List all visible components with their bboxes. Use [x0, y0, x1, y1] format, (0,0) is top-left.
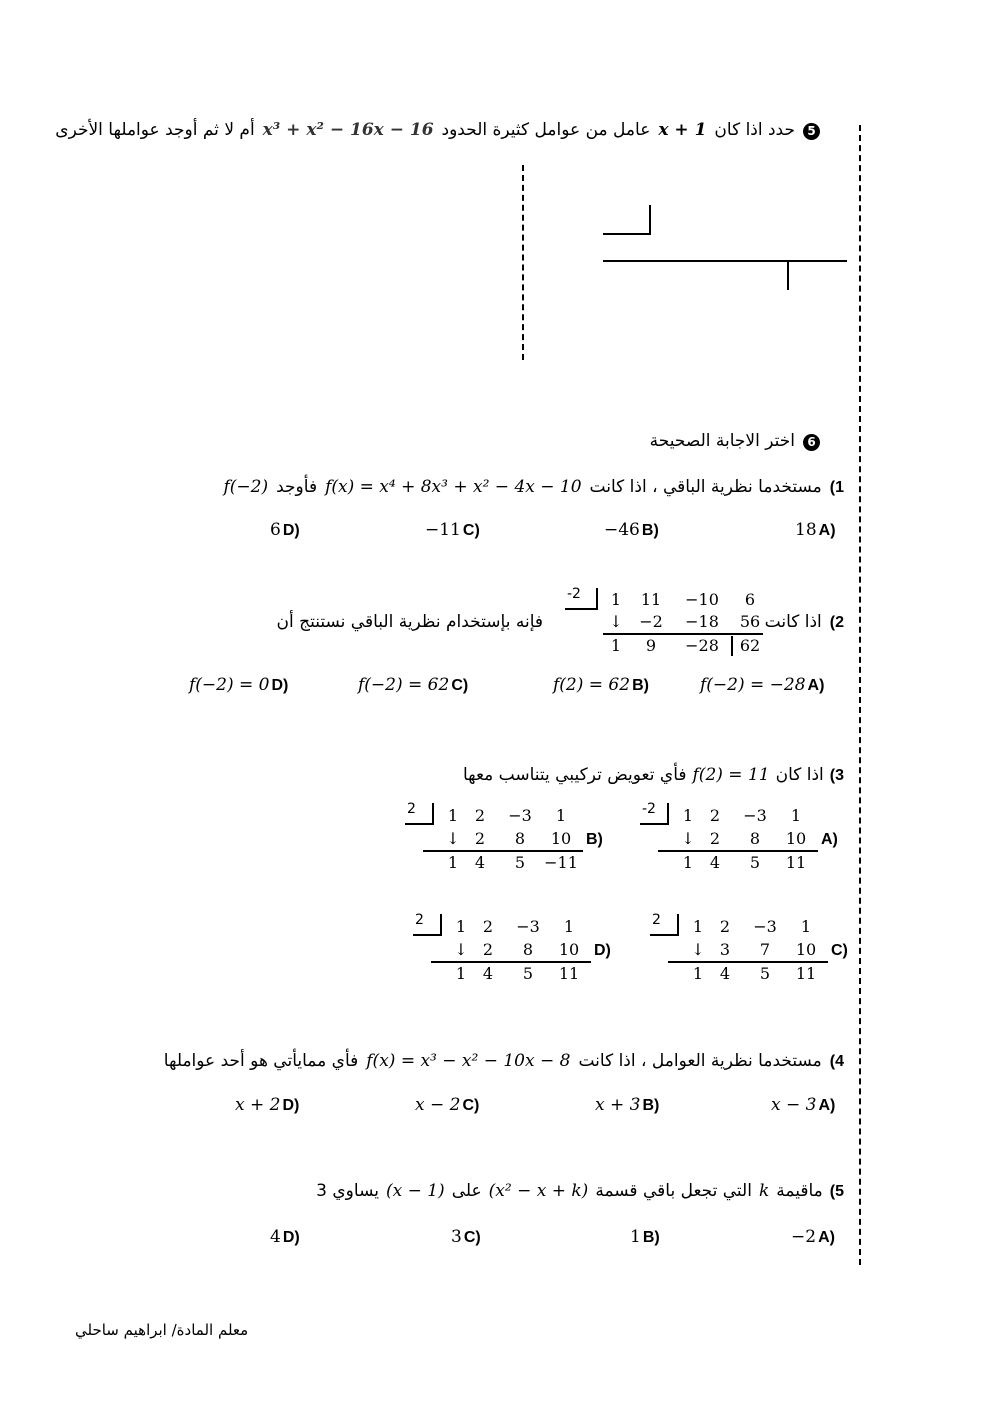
q5-poly: x³ + x² − 16x − 16 — [262, 120, 434, 140]
margin-dashed-line — [859, 125, 861, 1265]
division-bracket-vertical — [649, 205, 651, 235]
option-value: f(−2) = 62 — [358, 675, 450, 695]
item-3-table-a-sum-line — [658, 850, 818, 852]
item-1-function: f(x) = x⁴ + 8x³ + x² − 4x − 10 — [325, 477, 582, 497]
question-5-badge: 5 — [803, 123, 820, 140]
item-3-table-b-sum-line — [423, 850, 583, 852]
item-2-option-d[interactable] — [189, 675, 288, 695]
item-5-option-c[interactable] — [451, 1227, 481, 1247]
teacher-credit: معلم المادة/ ابراهيم ساحلي — [75, 1321, 249, 1339]
option-value: −11 — [425, 520, 461, 540]
item-3-table-d-r3-c2: 4 — [482, 964, 494, 983]
item-2-arrow: ↓ — [609, 612, 623, 631]
item-2-r3-c1: 1 — [610, 636, 622, 655]
item-5-text-2: التي تجعل باقي قسمة — [595, 1181, 752, 1201]
q5-text-3: أم لا ثم أوجد عواملها الأخرى — [55, 120, 255, 140]
option-value: 1 — [630, 1227, 641, 1247]
q5-text-1: حدد اذا كان — [714, 120, 795, 140]
item-3-table-a-r3-c3: 5 — [749, 853, 761, 872]
item-3-table-b-label: B) — [586, 831, 603, 848]
option-label: D) — [271, 677, 289, 694]
item-3-table-a-r2-c2: 2 — [709, 829, 721, 848]
option-value: −2 — [791, 1227, 817, 1247]
item-3-table-d-r2-c2: 2 — [482, 940, 494, 959]
option-value: x − 3 — [771, 1095, 817, 1115]
item-5-option-b[interactable] — [630, 1227, 660, 1247]
option-label: B) — [642, 1229, 660, 1246]
item-4-option-c[interactable] — [415, 1095, 479, 1115]
item-3-table-d-divisor: 2 — [415, 912, 424, 928]
item-3-table-d-r3-c4: 11 — [558, 964, 580, 983]
option-label: B) — [632, 677, 649, 694]
item-1-option-c[interactable] — [425, 520, 480, 540]
item-3-table-c-divisor: 2 — [652, 912, 661, 928]
item-3-table-c-r3-c3: 5 — [759, 964, 771, 983]
item-4-function: f(x) = x³ − x² − 10x − 8 — [366, 1051, 571, 1071]
option-label: D) — [282, 522, 300, 539]
item-2-r1-c3: −10 — [685, 590, 719, 609]
option-value: 4 — [270, 1227, 281, 1247]
option-label: B) — [642, 1097, 660, 1114]
item-4-number: 4) — [829, 1053, 844, 1070]
item-2-r2-c4: 56 — [739, 612, 761, 631]
item-2-bracket-horizontal — [565, 608, 598, 610]
option-label: B) — [641, 522, 659, 539]
option-label: C) — [462, 522, 480, 539]
item-3-table-c-r2-c3: 7 — [759, 940, 771, 959]
item-3-question — [463, 765, 844, 785]
item-3-table-b-r2-c2: 2 — [474, 829, 486, 848]
item-5-text-4: يساوي 3 — [316, 1181, 379, 1201]
item-5-option-a[interactable] — [791, 1227, 835, 1247]
item-3-table-c-r1-c4: 1 — [800, 917, 812, 936]
item-5-text: ماقيمة — [776, 1181, 823, 1201]
item-3-table-b-divisor: 2 — [407, 801, 416, 817]
item-1-option-d[interactable] — [270, 520, 300, 540]
item-1-text-2: فأوجد — [276, 477, 318, 497]
item-3-table-b-r1-c1: 1 — [447, 806, 459, 825]
item-3-table-d-r1-c3: −3 — [516, 917, 540, 936]
item-3-table-c-arrow: ↓ — [691, 940, 705, 959]
option-label: D) — [282, 1097, 300, 1114]
item-4-text: مستخدما نظرية العوامل ، اذا كانت — [578, 1051, 822, 1071]
item-1-text: مستخدما نظرية الباقي ، اذا كانت — [589, 477, 822, 497]
item-2-option-b[interactable] — [553, 675, 649, 695]
item-3-table-c-r2-c4: 10 — [795, 940, 817, 959]
item-5-question — [316, 1181, 844, 1201]
item-4-option-d[interactable] — [235, 1095, 299, 1115]
item-3-table-a-r2-c3: 8 — [749, 829, 761, 848]
item-3-table-b-r1-c2: 2 — [474, 806, 486, 825]
option-value: f(2) = 62 — [553, 675, 631, 695]
item-3-table-b-r3-c4: −11 — [544, 853, 578, 872]
item-3-table-b-r3-c1: 1 — [447, 853, 459, 872]
item-1-option-b[interactable] — [604, 520, 659, 540]
option-value: x − 2 — [415, 1095, 461, 1115]
option-label: C) — [451, 677, 469, 694]
item-3-table-d-r2-c4: 10 — [558, 940, 580, 959]
q5-factor: x + 1 — [658, 120, 707, 140]
item-2-option-a[interactable] — [700, 675, 824, 695]
item-1-option-a[interactable] — [795, 520, 836, 540]
option-label: A) — [818, 1229, 835, 1246]
item-3-table-b-arrow: ↓ — [446, 829, 460, 848]
item-2-r1-c4: 6 — [744, 590, 756, 609]
item-5-divisor: (x − 1) — [385, 1181, 445, 1201]
item-2-option-c[interactable] — [358, 675, 468, 695]
item-3-table-c-r1-c3: −3 — [753, 917, 777, 936]
item-5-var: k — [758, 1181, 770, 1201]
item-4-option-a[interactable] — [771, 1095, 835, 1115]
item-4-option-b[interactable] — [595, 1095, 659, 1115]
item-2-sum-line — [603, 633, 763, 635]
work-area-divider — [522, 165, 524, 360]
item-2-r2-c3: −18 — [685, 612, 719, 631]
item-3-table-b-r3-c3: 5 — [514, 853, 526, 872]
item-3-table-d-r1-c2: 2 — [482, 917, 494, 936]
item-5-text-3: على — [451, 1181, 482, 1201]
item-3-table-b-r1-c3: −3 — [508, 806, 532, 825]
item-3-table-a-r3-c1: 1 — [682, 853, 694, 872]
item-3-table-b-r2-c4: 10 — [550, 829, 572, 848]
item-3-table-c-bracket-h — [650, 934, 679, 936]
option-label: C) — [462, 1097, 480, 1114]
q5-text-2: عامل من عوامل كثيرة الحدود — [441, 120, 651, 140]
item-5-option-d[interactable] — [270, 1227, 300, 1247]
option-value: −46 — [604, 520, 640, 540]
option-label: A) — [807, 677, 825, 694]
question-6-badge: 6 — [803, 434, 820, 451]
item-1-question — [224, 477, 845, 497]
item-3-table-b-r1-c4: 1 — [555, 806, 567, 825]
item-3-condition: f(2) = 11 — [692, 765, 770, 785]
item-3-table-a-r1-c3: −3 — [743, 806, 767, 825]
item-2-r2-c2: −2 — [639, 612, 663, 631]
option-value: x + 2 — [235, 1095, 281, 1115]
item-2-question — [765, 612, 844, 632]
question-6 — [650, 431, 820, 451]
option-label: A) — [818, 1097, 836, 1114]
item-5-number: 5) — [829, 1183, 844, 1200]
item-3-table-a-divisor: -2 — [642, 801, 656, 817]
item-3-table-a-r1-c1: 1 — [682, 806, 694, 825]
option-label: D) — [282, 1229, 300, 1246]
item-3-table-a-r3-c2: 4 — [709, 853, 721, 872]
item-3-table-d-sum-line — [431, 961, 591, 963]
item-2-r1-c2: 11 — [640, 590, 662, 609]
item-1-number: 1) — [829, 479, 844, 496]
item-3-table-c-sum-line — [668, 961, 828, 963]
item-3-table-b-r3-c2: 4 — [474, 853, 486, 872]
item-3-table-d-label: D) — [594, 942, 611, 959]
remainder-separator — [787, 262, 789, 290]
item-3-table-a-r2-c4: 10 — [785, 829, 807, 848]
option-value: 6 — [270, 520, 281, 540]
item-3-number: 3) — [829, 767, 844, 784]
item-3-table-d-r2-c3: 8 — [522, 940, 534, 959]
item-3-table-a-r1-c2: 2 — [709, 806, 721, 825]
item-2-divisor: -2 — [567, 586, 581, 602]
item-2-number: 2) — [829, 614, 844, 631]
option-value: 18 — [795, 520, 817, 540]
item-3-table-d-r1-c1: 1 — [455, 917, 467, 936]
option-value: f(−2) = 0 — [189, 675, 270, 695]
item-2-text-2: فإنه بإستخدام نظرية الباقي نستنتج أن — [276, 612, 543, 632]
item-3-table-c-r1-c1: 1 — [692, 917, 704, 936]
item-3-table-d-arrow: ↓ — [454, 940, 468, 959]
item-5-dividend: (x² − x + k) — [488, 1181, 589, 1201]
option-value: 3 — [451, 1227, 462, 1247]
item-3-table-c-label: C) — [831, 942, 848, 959]
item-3-table-c-r2-c2: 3 — [719, 940, 731, 959]
item-3-table-c-r3-c2: 4 — [719, 964, 731, 983]
item-2-r3-c2: 9 — [645, 636, 657, 655]
item-3-table-a-bracket-h — [640, 823, 669, 825]
synthetic-division-line — [603, 260, 847, 262]
item-3-table-d-r3-c3: 5 — [522, 964, 534, 983]
item-3-table-a-r3-c4: 11 — [785, 853, 807, 872]
item-2-r3-c3: −28 — [685, 636, 719, 655]
item-2-r3-c4: 62 — [739, 636, 761, 655]
item-3-table-b-bracket-h — [405, 823, 434, 825]
item-3-text: اذا كان — [775, 765, 824, 785]
item-3-table-c-r1-c2: 2 — [719, 917, 731, 936]
item-3-table-a-label: A) — [821, 831, 838, 848]
item-3-table-a-r1-c4: 1 — [790, 806, 802, 825]
item-3-table-c-r3-c1: 1 — [692, 964, 704, 983]
item-2-r1-c1: 1 — [610, 590, 622, 609]
item-3-table-d-r3-c1: 1 — [455, 964, 467, 983]
item-1-target: f(−2) — [223, 477, 269, 497]
question-5 — [55, 120, 820, 140]
item-3-table-c-r3-c4: 11 — [795, 964, 817, 983]
item-3-table-d-r1-c4: 1 — [563, 917, 575, 936]
option-value: f(−2) = −28 — [700, 675, 806, 695]
division-bracket-horizontal — [603, 233, 651, 235]
item-4-question — [164, 1051, 844, 1071]
item-3-text-2: فأي تعويض تركيبي يتناسب معها — [462, 765, 687, 785]
item-3-table-d-bracket-h — [413, 934, 442, 936]
option-value: x + 3 — [595, 1095, 641, 1115]
option-label: C) — [463, 1229, 481, 1246]
option-label: A) — [818, 522, 836, 539]
item-4-text-2: فأي ممايأتي هو أحد عواملها — [163, 1051, 359, 1071]
item-3-table-b-r2-c3: 8 — [514, 829, 526, 848]
item-3-table-a-arrow: ↓ — [681, 829, 695, 848]
item-2-text: اذا كانت — [764, 612, 822, 632]
q6-title: اختر الاجابة الصحيحة — [649, 431, 795, 451]
